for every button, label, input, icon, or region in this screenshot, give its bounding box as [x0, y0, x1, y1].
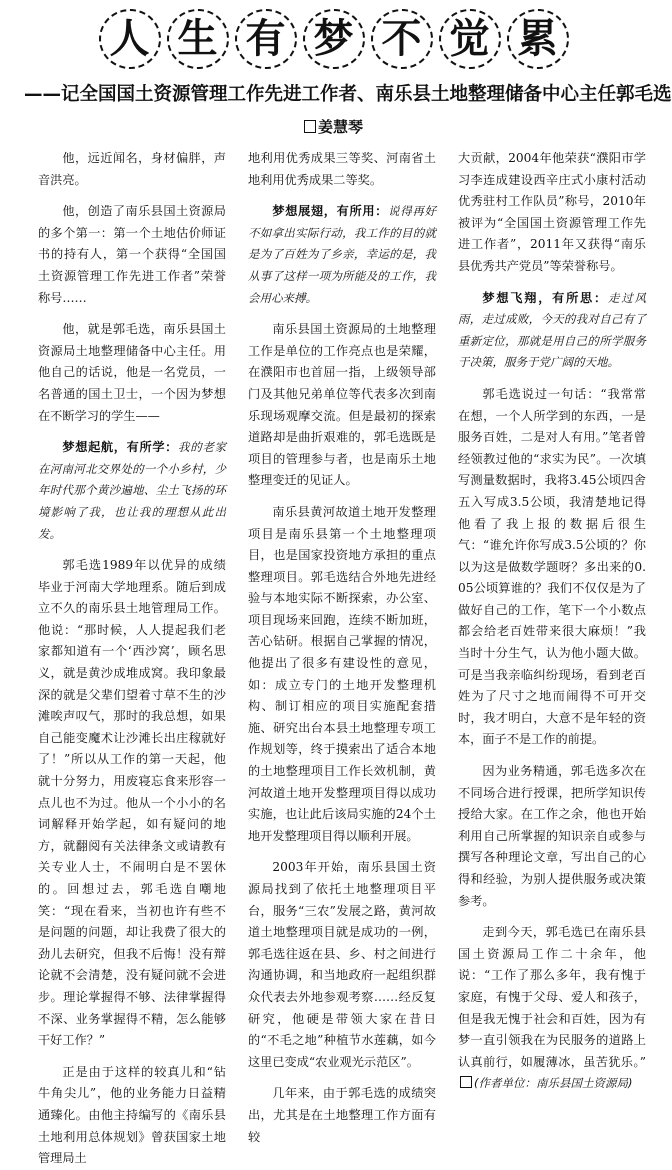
article-title: [0, 8, 667, 70]
text-column: [458, 148, 646, 1091]
paragraph: [458, 384, 646, 751]
paragraph-text: 2003年开始，南乐县国土资源局找到了依托土地整理项目平台，服务“三农”发展之路，黄河故道土地整理项目就是成功的一例，郭毛选往返在县、乡、村之间进行沟通协调，和当地政府一起组织群众代表去外地参观考察……经反复研究，他硬是带领大家在昔日的“不毛之地”种植节水莲藕，如今这里已变成“农业观光示范区”。: [248, 860, 436, 1069]
paragraph-text: 正是由于这样的较真儿和“钻牛角尖儿”，他的业务能力日益精通臻化。由他主持编写的《南乐县土地利用总体规划》曾获国家土地管理局土: [38, 1064, 226, 1166]
title-char: 梦: [303, 9, 365, 69]
paragraph-text: 郭毛选1989年以优异的成绩毕业于河南大学地理系。随后到成立不久的南乐县土地管理局工作。他说：“那时候，人人提起我们老家都知道有一个‘西沙窝’，顾名思义，就是黄沙成堆成窝。我印象最深的就是父辈们望着寸草不生的沙滩唉声叹气，那时的我总想，如果自己能变魔术让沙滩长出庄稼就好了！”所以从工作的第一天起，他就十分努力，用废寝忘食来形容一点儿也不为过。他从一个小小的名词解释开始学起，如有疑问的地方，就翻阅有关法律条文或请教有关专业人士，不闹明白是不罢休的。回想过去，郭毛选自嘲地笑：“现在看来，当初也许有些不是问题的问题，却让我费了很大的劲儿去研究，但我不后悔！没有辩论就不会清楚，没有疑问就不会进步。理论掌握得不够、法律掌握得不深、业务掌握得不精，怎么能够干好工作？”: [38, 558, 226, 1048]
author-affiliation: (作者单位：南乐县国土资源局): [474, 1076, 633, 1091]
author-name: 姜慧琴: [317, 118, 363, 136]
title-char: 生: [167, 9, 229, 69]
article-body: [38, 148, 646, 1166]
section-quote: 说得再好不如拿出实际行动，我工作的目的就是为了百姓为了乡亲，幸运的是，我从事了这样一项为所能及的工作，我会用心来搏。: [248, 204, 437, 305]
paragraph-text: 他，远近闻名，身材偏胖，声音洪亮。: [38, 151, 226, 187]
paragraph: [38, 201, 226, 309]
paragraph-text: 大贡献，2004年他荣获“濮阳市学习李连成建设西辛庄式小康村活动优秀驻村工作队员”称号，2010年被评为“全国国土资源管理工作先进工作者”，2011年又获得“南乐县优秀共产党员”等荣誉称号。: [458, 151, 646, 273]
paragraph: [458, 288, 646, 374]
paragraph-text: 南乐县黄河故道土地开发整理项目是南乐县第一个土地整理项目，也是国家投资地方承担的重点整理项目。郭毛选结合外地先进经验与本地实际不断探索，办公室、项目现场来回跑，连续不断加班，苦心钻研。根据自己掌握的情况，他提出了很多有建设性的意见，如：成立专门的土地开发整理机构、制订相应的项目实施配套措施、研究出台本县土地整理专项工作规划等，终于摸索出了适合本地的土地整理项目工作长效机制，黄河故道土地开发整理项目得以成功实施，也让此后该局实施的24个土地开发整理项目得以顺利开展。: [248, 504, 436, 843]
paragraph: [458, 761, 646, 912]
square-icon: [304, 120, 316, 133]
title-char: 觉: [439, 9, 501, 69]
paragraph-text: 几年来，由于郭毛选的成绩突出，尤其是在土地整理工作方面有较: [248, 1086, 436, 1144]
paragraph: [248, 502, 436, 848]
paragraph: [458, 922, 646, 1095]
paragraph: [248, 1083, 436, 1148]
paragraph: [38, 1062, 226, 1170]
author-line: [0, 116, 667, 137]
section-lead: 梦想起航，有所学：: [62, 440, 179, 455]
end-mark-icon: [460, 1076, 472, 1088]
text-column: [248, 148, 437, 1144]
paragraph: [38, 437, 226, 545]
title-char: 有: [235, 9, 297, 69]
section-quote: 走过风雨，走过成败，今天的我对自己有了重新定位，那就是用自己的所学服务于决策，服务于党广阔的天地。: [458, 290, 646, 370]
paragraph: [458, 148, 646, 278]
paragraph-text: 走到今天，郭毛选已在南乐县国土资源局工作二十余年，他说：“工作了那么多年，我有愧于家庭，有愧于父母、爱人和孩子，但是我无愧于社会和百姓，因为有梦一直引领我在为民服务的道路上认真前行，如履薄冰，虽苦犹乐。”: [458, 925, 646, 1069]
paragraph-text: 他，创造了南乐县国土资源局的多个第一：第一个土地估价师证书的持有人，第一个获得“全国国土资源管理工作先进工作者”荣誉称号……: [38, 204, 226, 305]
paragraph: [248, 857, 436, 1073]
paragraph: [38, 148, 226, 191]
text-column: [38, 148, 227, 1166]
title-char: 人: [99, 9, 161, 69]
paragraph-text: 他，就是郭毛选，南乐县国土资源局土地整理储备中心主任。用他自己的话说，他是一名党员，一名普通的国土卫士，一个因为梦想在不断学习的学生——: [38, 322, 226, 423]
paragraph: [248, 201, 436, 309]
paragraph-text: 地利用优秀成果三等奖、河南省土地利用优秀成果二等奖。: [248, 151, 436, 187]
paragraph-text: 郭毛选说过一句话：“我常常在想，一个人所学到的东西，一是服务百姓，二是对人有用。”笔者曾经领教过他的“求实为民”。一次填写测量数据时，我将3.45公顷四舍五入写成3.5公顷，我清楚地记得他看了我上报的数据后很生气：“谁允许你写成3.5公顷的？你以为这是做数学题呀？多出来的0.05公顷算谁的？我们不仅仅是为了做好自己的工作，笔下一个小数点都会给老百姓带来很大麻烦！”我当时十分生气，认为他小题大做。可是当我亲临纠纷现场，看到老百姓为了尺寸之地而闹得不可开交时，我才明白，大意不是年轻的资本，面子不是工作的前提。: [458, 386, 646, 747]
title-char: 累: [507, 9, 569, 69]
paragraph-text: 南乐县国土资源局的土地整理工作是单位的工作亮点也是荣耀，在濮阳市也首屈一指，上级领导部门及其他兄弟单位等代表多次到南乐现场观摩交流。但是最初的探索道路却是曲折艰难的，郭毛选既是项目的管理参与者，也是南乐土地整理变迁的见证人。: [248, 322, 436, 488]
section-quote: 我的老家在河南河北交界处的一个小乡村，少年时代那个黄沙遍地、尘土飞扬的环境影响了我，也让我的理想从此出发。: [38, 440, 227, 541]
section-lead: 梦想展翅，有所用：: [272, 204, 389, 219]
article-subtitle: ——记全国国土资源管理工作先进工作者、南乐县土地整理储备中心主任郭毛选: [24, 84, 672, 105]
paragraph: [248, 319, 436, 492]
paragraph: [38, 319, 226, 427]
paragraph: [248, 148, 436, 191]
paragraph-text: 因为业务精通，郭毛选多次在不同场合进行授课，把所学知识传授给大家。在工作之余，他也开始利用自己所掌握的知识亲自或参与撰写各种理论文章，写出自己的心得和经验，为别人提供服务或决策参考。: [458, 764, 646, 908]
title-char: 不: [371, 9, 433, 69]
paragraph: [38, 555, 226, 1052]
section-lead: 梦想飞翔，有所思：: [482, 290, 608, 305]
